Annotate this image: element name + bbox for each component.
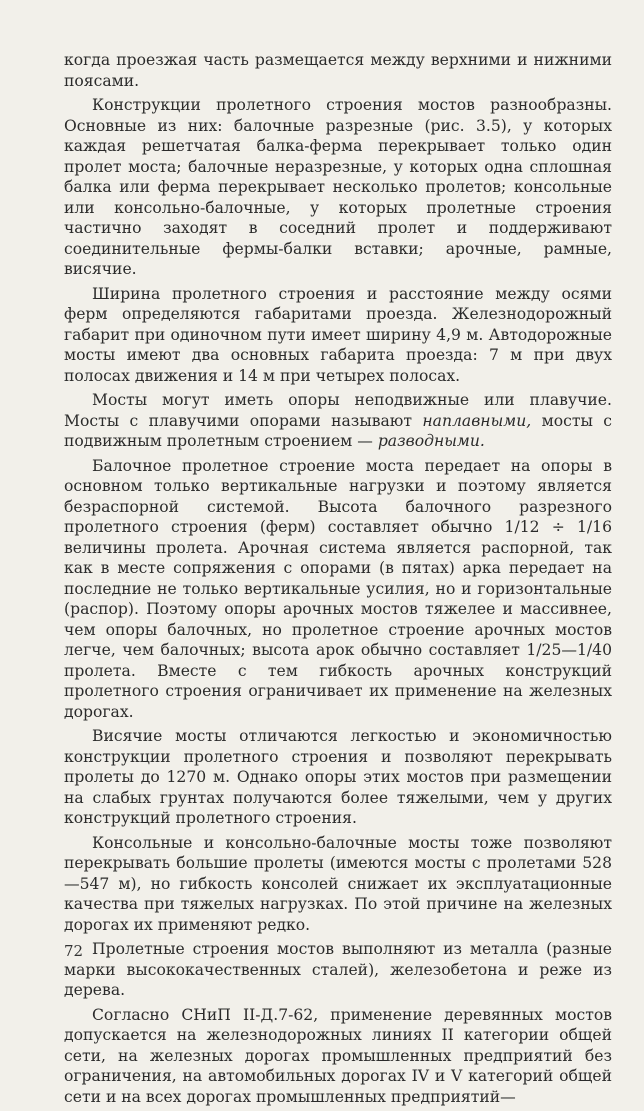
- paragraph: Консольные и консольно-балочные мосты тоже позволяют перекрывать большие пролеты (имеются мосты с пролетами 528—547 м), но гибкость консолей снижает их эксплуатационные качества при тяжелых нагрузках. По этой причине на железных дорогах их применяют редко.: [64, 833, 612, 934]
- paragraph: [64, 390, 612, 452]
- paragraph: когда проезжая часть размещается между верхними и нижними поясами.: [64, 51, 612, 90]
- paragraph: Балочное пролетное строение моста передает на опоры в основном только вертикальные нагрузки и поэтому является безраспорной системой. Высота балочного разрезного пролетного строения (ферм) составляет обычно 1/12 ÷ 1/16 величины пролета. Арочная система является распорной, так как в месте сопряжения с опорами (в пятах) арка передает на последние не только вертикальные усилия, но и горизонтальные (распор). Поэтому опоры арочных мостов тяжелее и массивнее, чем опоры балочных, но пролетное строение арочных мостов легче, чем балочных; высота арок обычно составляет 1/25—1/40 пролета. Вместе с тем гибкость арочных конструкций пролетного строения ограничивает их применение на железных дорогах.: [64, 456, 612, 721]
- paragraph: Ширина пролетного строения и расстояние между осями ферм определяются габаритами проезда. Железнодорожный габарит при одиночном пути имеет ширину 4,9 м. Автодорожные мосты имеют два основных габарита проезда: 7 м при двух полосах движения и 14 м при четырех полосах.: [64, 284, 612, 385]
- body-text: [64, 50, 612, 1111]
- term-italic: наплавными,: [422, 411, 532, 430]
- term-italic: разводными.: [377, 432, 485, 450]
- paragraph-text: мосты с подвижным пролетным строением —: [64, 411, 612, 450]
- paragraph: Согласно СНиП II-Д.7-62, применение деревянных мостов допускается на железнодорожных линиях II категории общей сети, на железных дорогах промышленных предприятий без ограничения, на автомобильных дорогах IV и V категорий общей сети и на всех дорогах промышленных предприятий—: [64, 1005, 612, 1106]
- paragraph: Висячие мосты отличаются легкостью и экономичностью конструкции пролетного строения и позволяют перекрывать пролеты до 1270 м. Однако опоры этих мостов при размещении на слабых грунтах получаются более тяжелыми, чем у других конструкций пролетного строения.: [64, 727, 612, 827]
- paragraph: Конструкции пролетного строения мостов разнообразны. Основные из них: балочные разрезные (рис. 3.5), у которых каждая решетчатая балка-ферма перекрывает только один пролет моста; балочные неразрезные, у которых одна сплошная балка или ферма перекрывает несколько пролетов; консольные или консольно-балочные, у которых пролетные строения частично заходят в соседний пролет и поддерживают соединительные фермы-балки вставки; арочные, рамные, висячие.: [64, 96, 612, 278]
- paragraph-text: Мосты могут иметь опоры неподвижные или плавучие. Мосты с плавучими опорами называют: [64, 391, 612, 430]
- page-number: 72: [64, 942, 84, 960]
- paragraph: Пролетные строения мостов выполняют из металла (разные марки высококачественных сталей), железобетона и реже из дерева.: [64, 940, 612, 999]
